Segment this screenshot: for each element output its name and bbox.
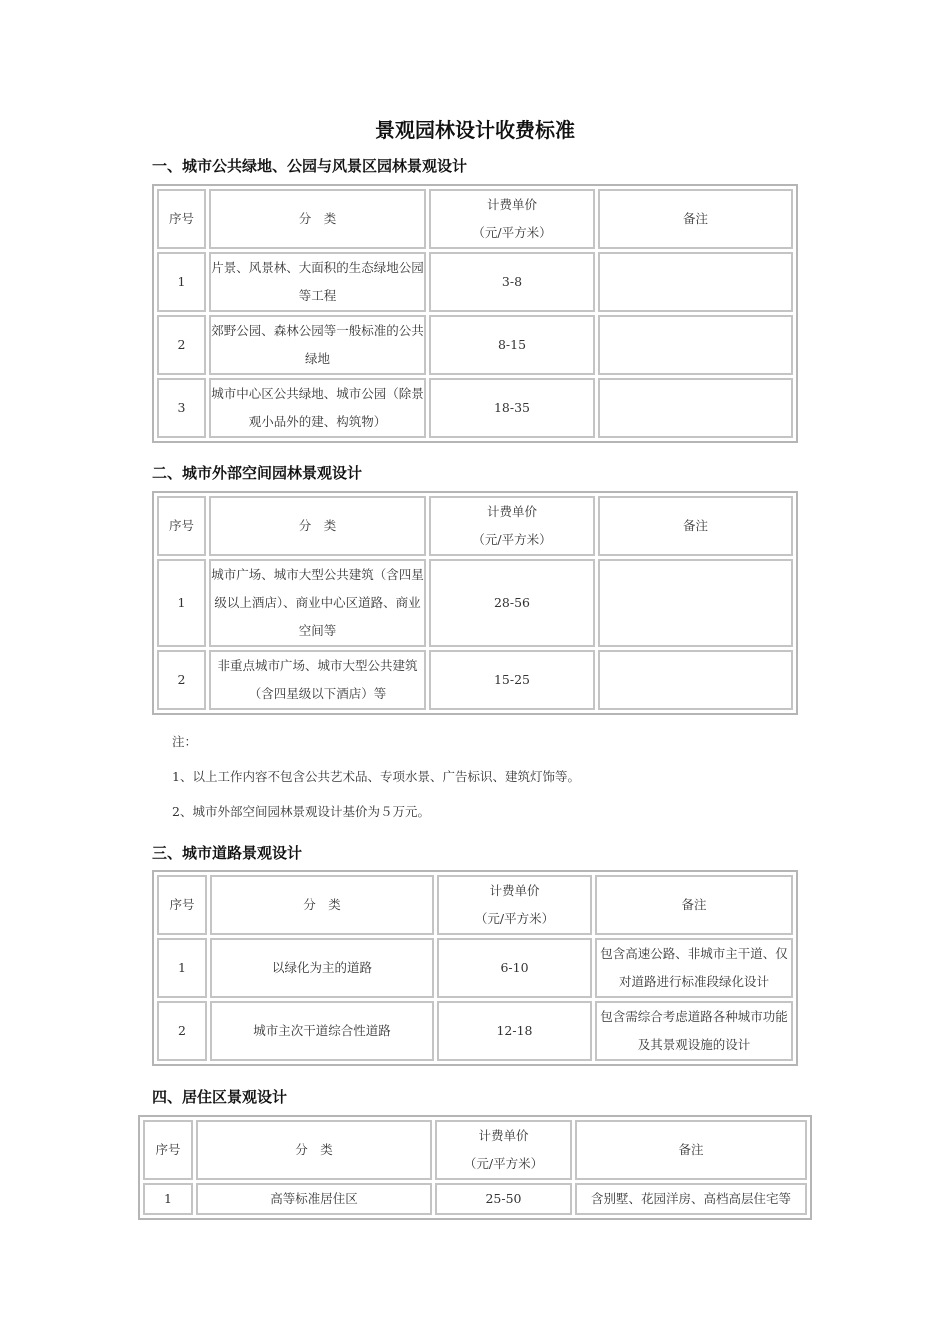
header-num: 序号 <box>143 1120 193 1180</box>
header-category: 分 类 <box>210 875 434 935</box>
table-row: 1 片景、风景林、大面积的生态绿地公园等工程 3-8 <box>157 252 793 312</box>
table-header-row <box>157 189 793 249</box>
header-category: 分 类 <box>209 189 426 249</box>
header-price: 计费单价 （元/平方米） <box>429 496 595 556</box>
table-row: 2 城市主次干道综合性道路 12-18 包含需综合考虑道路各种城市功能及其景观设施的设计 <box>157 1001 793 1061</box>
header-num: 序号 <box>157 496 206 556</box>
header-price: 计费单价 （元/平方米） <box>437 875 592 935</box>
table-row: 2 非重点城市广场、城市大型公共建筑（含四星级以下酒店）等 15-25 <box>157 650 793 710</box>
page-title: 景观园林设计收费标准 <box>375 118 575 142</box>
fee-table-3 <box>152 870 798 1066</box>
header-price: 计费单价 （元/平方米） <box>435 1120 572 1180</box>
note-item-1: 1、以上工作内容不包含公共艺术品、专项水景、广告标识、建筑灯饰等。 <box>172 769 580 784</box>
table-row: 2 郊野公园、森林公园等一般标准的公共绿地 8-15 <box>157 315 793 375</box>
header-category: 分 类 <box>209 496 426 556</box>
section-heading-4: 四、居住区景观设计 <box>152 1088 288 1106</box>
section-heading-3: 三、城市道路景观设计 <box>152 844 303 862</box>
header-num: 序号 <box>157 189 206 249</box>
table-header-row <box>157 875 793 935</box>
table-row: 1 高等标准居住区 25-50 含别墅、花园洋房、高档高层住宅等 <box>143 1183 807 1215</box>
section-heading-1: 一、城市公共绿地、公园与风景区园林景观设计 <box>152 157 468 175</box>
table-row: 1 城市广场、城市大型公共建筑（含四星级以上酒店）、商业中心区道路、商业空间等 28-56 <box>157 559 793 647</box>
header-remark: 备注 <box>598 496 793 556</box>
table-header-row <box>157 496 793 556</box>
table-row: 3 城市中心区公共绿地、城市公园（除景观小品外的建、构筑物） 18-35 <box>157 378 793 438</box>
header-remark: 备注 <box>598 189 793 249</box>
header-num: 序号 <box>157 875 207 935</box>
fee-table-4 <box>138 1115 812 1220</box>
section-heading-2: 二、城市外部空间园林景观设计 <box>152 464 363 482</box>
header-price: 计费单价 （元/平方米） <box>429 189 595 249</box>
header-category: 分 类 <box>196 1120 432 1180</box>
fee-table-2 <box>152 491 798 715</box>
notes-label: 注： <box>172 734 198 749</box>
header-remark: 备注 <box>595 875 793 935</box>
header-remark: 备注 <box>575 1120 807 1180</box>
fee-table-1 <box>152 184 798 443</box>
note-item-2: 2、城市外部空间园林景观设计基价为５万元。 <box>172 804 430 819</box>
table-header-row <box>143 1120 807 1180</box>
table-row: 1 以绿化为主的道路 6-10 包含高速公路、非城市主干道、仅对道路进行标准段绿化设计 <box>157 938 793 998</box>
